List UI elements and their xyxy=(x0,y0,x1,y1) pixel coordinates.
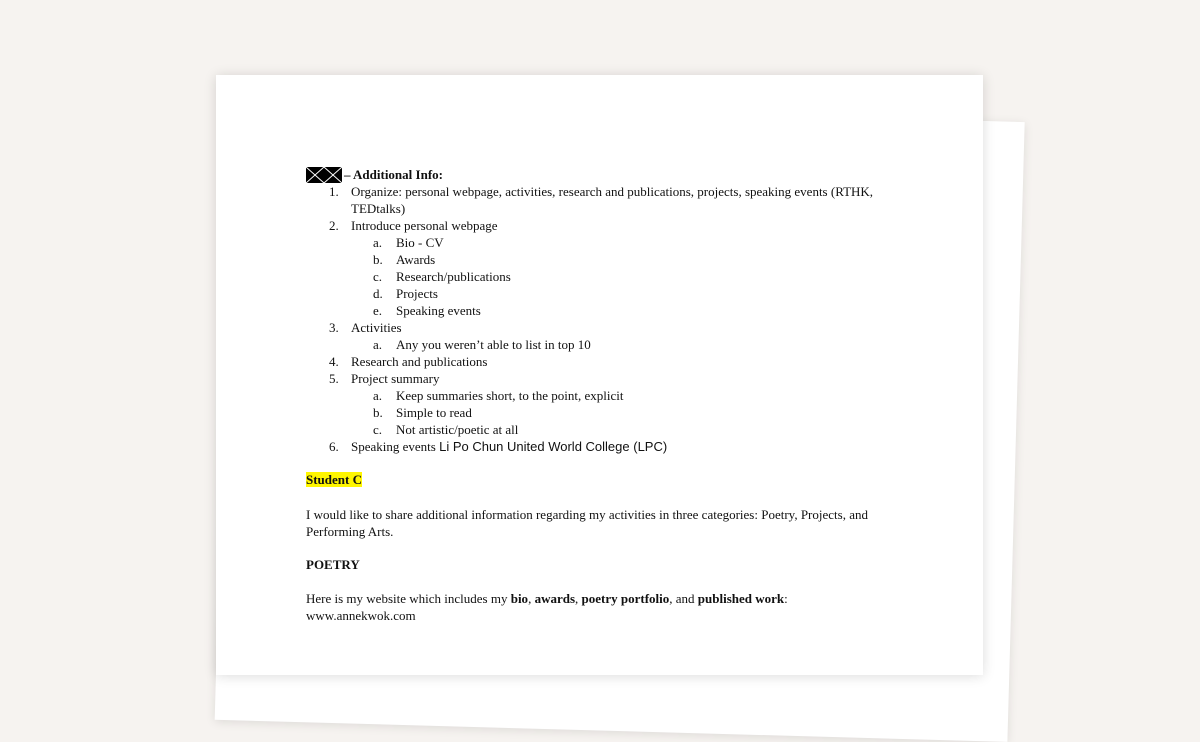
sub-list-letter: a. xyxy=(373,337,383,352)
website-url[interactable]: www.annekwok.com xyxy=(306,608,416,623)
sub-list-item xyxy=(306,302,896,319)
intro-paragraph: I would like to share additional information regarding my activities in three categories: Poetry, Projects, and Performing Arts. xyxy=(306,507,868,539)
list-number: 4. xyxy=(329,354,339,369)
website-sep: , xyxy=(575,591,582,606)
website-published: published work xyxy=(697,591,785,606)
list-item xyxy=(306,183,896,217)
sub-list-item xyxy=(306,234,896,251)
sub-list-letter: e. xyxy=(373,303,383,318)
list-item-text: Research and publications xyxy=(351,354,488,369)
sub-list-text: Research/publications xyxy=(396,269,511,284)
website-sep: , xyxy=(528,591,535,606)
sub-list-letter: b. xyxy=(373,252,383,267)
sub-list-letter: d. xyxy=(373,286,383,301)
list-item-text: Speaking events xyxy=(351,439,436,454)
list-item-text: Introduce personal webpage xyxy=(351,218,498,233)
website-paragraph xyxy=(306,590,896,624)
sub-list-item xyxy=(306,387,896,404)
list-item xyxy=(306,353,896,370)
sub-list-text: Simple to read xyxy=(396,405,472,420)
list-item xyxy=(306,319,896,353)
website-awards: awards xyxy=(534,591,576,606)
heading-text: – Additional Info: xyxy=(344,167,443,182)
list-number: 3. xyxy=(329,320,339,335)
sub-list-letter: a. xyxy=(373,235,383,250)
website-sep: , and xyxy=(669,591,698,606)
list-number: 6. xyxy=(329,439,339,454)
sub-list-letter: c. xyxy=(373,269,383,284)
list-item xyxy=(306,438,896,455)
sub-list xyxy=(351,336,896,353)
sub-list-text: Not artistic/poetic at all xyxy=(396,422,519,437)
sub-list-letter: a. xyxy=(373,388,383,403)
student-label-highlight: Student C xyxy=(306,472,362,487)
numbered-list xyxy=(306,183,896,455)
list-item-school: Li Po Chun United World College (LPC) xyxy=(439,439,668,454)
website-portfolio: poetry portfolio xyxy=(581,591,670,606)
sub-list-item xyxy=(306,251,896,268)
sub-list-item xyxy=(306,268,896,285)
list-item xyxy=(306,370,896,438)
sub-list-letter: c. xyxy=(373,422,383,437)
redaction-box xyxy=(306,167,342,183)
sub-list-text: Awards xyxy=(396,252,436,267)
list-item-text: Organize: personal webpage, activities, research and publications, projects, speaking events (RTHK, TEDtalks) xyxy=(351,184,874,216)
sub-list-text: Bio - CV xyxy=(396,235,444,250)
sub-list-item xyxy=(306,285,896,302)
list-number: 2. xyxy=(329,218,339,233)
sub-list-item xyxy=(306,421,896,438)
sub-list xyxy=(351,234,896,319)
sub-list-letter: b. xyxy=(373,405,383,420)
website-bio: bio xyxy=(510,591,529,606)
sub-list-text: Speaking events xyxy=(396,303,481,318)
document-page xyxy=(216,75,983,675)
list-item xyxy=(306,217,896,319)
sub-list-text: Any you weren’t able to list in top 10 xyxy=(396,337,591,352)
website-suffix: : xyxy=(784,591,788,606)
list-item-text: Activities xyxy=(351,320,402,335)
website-prefix: Here is my website which includes my xyxy=(306,591,511,606)
document-content xyxy=(306,166,896,624)
list-number: 1. xyxy=(329,184,339,199)
sub-list-text: Keep summaries short, to the point, explicit xyxy=(396,388,624,403)
list-item-text: Project summary xyxy=(351,371,440,386)
section-heading xyxy=(306,166,896,183)
sub-list-item xyxy=(306,336,896,353)
sub-list xyxy=(351,387,896,438)
section-title: POETRY xyxy=(306,557,360,572)
student-label xyxy=(306,471,896,488)
list-number: 5. xyxy=(329,371,339,386)
sub-list-item xyxy=(306,404,896,421)
sub-list-text: Projects xyxy=(396,286,438,301)
